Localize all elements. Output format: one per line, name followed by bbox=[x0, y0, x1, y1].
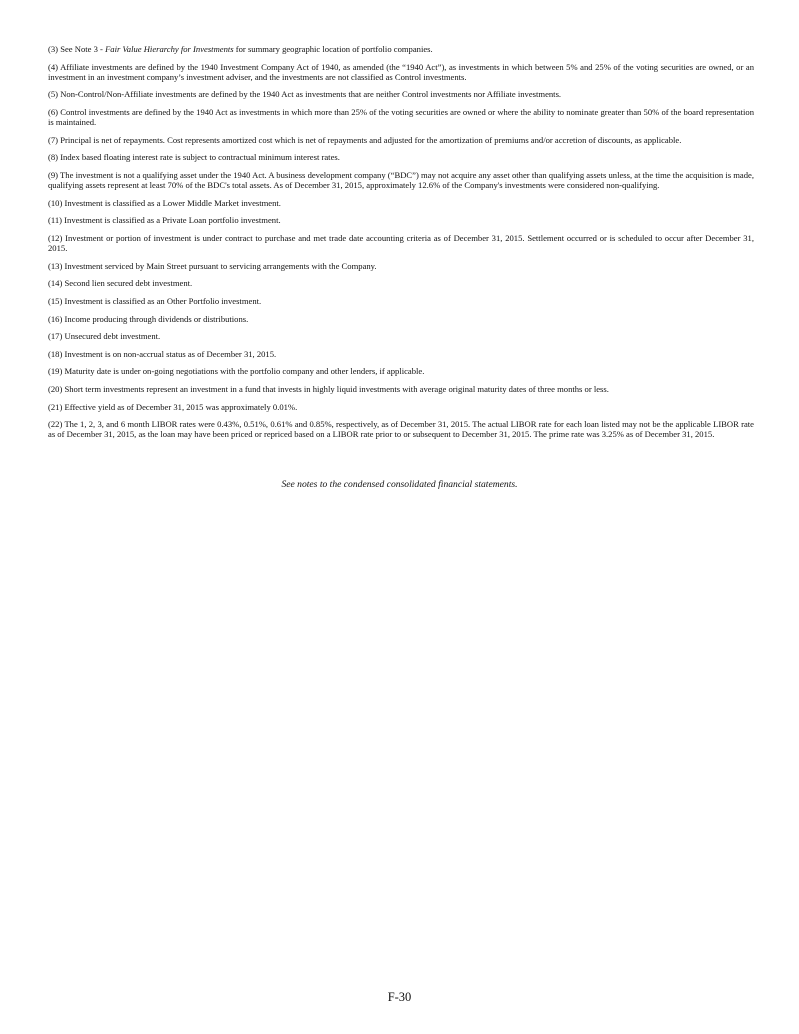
footnote-number: (9) bbox=[48, 169, 59, 180]
footnote-18 bbox=[48, 349, 754, 359]
see-notes-statement: See notes to the condensed consolidated financial statements. bbox=[281, 479, 518, 490]
footnote-16 bbox=[48, 314, 754, 324]
footnote-22 bbox=[48, 419, 754, 439]
footnote-text: Principal is net of repayments. Cost represents amortized cost which is net of repayments and adjusted for the amortization of premiums and/or accretion of discounts, as applicable. bbox=[60, 134, 682, 145]
footnote-12 bbox=[48, 233, 754, 253]
footnote-text: Income producing through dividends or distributions. bbox=[64, 313, 249, 324]
footnote-7 bbox=[48, 135, 754, 145]
footnote-text: The 1, 2, 3, and 6 month LIBOR rates were 0.43%, 0.51%, 0.61% and 0.85%, respectively, as of December 31, 2015. The actual LIBOR rate for each loan listed may not be the applicable LIBOR rate as of December 31, 2015, as the loan may have been priced or repriced based on a LIBOR rate prior to or subsequent to December 31, 2015. The prime rate was 3.25% as of December 31, 2015. bbox=[48, 419, 754, 440]
footnote-number: (11) bbox=[48, 215, 62, 226]
footnote-number: (5) bbox=[48, 89, 59, 100]
footnotes-list bbox=[48, 44, 754, 447]
footnote-number: (7) bbox=[48, 134, 59, 145]
footnote-number: (20) bbox=[48, 383, 63, 394]
footnote-text: Investment is classified as a Lower Middle Market investment. bbox=[64, 197, 281, 208]
footnote-13 bbox=[48, 261, 754, 271]
footnote-text: Investment is classified as a Private Loan portfolio investment. bbox=[64, 215, 281, 226]
footnote-italic-reference: Fair Value Hierarchy for Investments bbox=[105, 44, 234, 54]
footnote-5 bbox=[48, 89, 754, 99]
footnote-number: (13) bbox=[48, 260, 63, 271]
footnote-number: (4) bbox=[48, 61, 59, 72]
footnote-14 bbox=[48, 278, 754, 288]
footnote-number: (8) bbox=[48, 152, 59, 163]
footnote-text: Investment or portion of investment is under contract to purchase and met trade date accounting criteria as of December 31, 2015. Settlement occurred or is scheduled to occur after December 31, 2015. bbox=[48, 232, 755, 254]
footnote-19 bbox=[48, 366, 754, 376]
footnote-8 bbox=[48, 152, 754, 162]
footnote-9 bbox=[48, 170, 754, 190]
footnote-number: (3) bbox=[48, 44, 59, 54]
footnote-number: (6) bbox=[48, 106, 59, 117]
footnote-text: Effective yield as of December 31, 2015 was approximately 0.01%. bbox=[64, 401, 298, 412]
footnote-number: (15) bbox=[48, 295, 63, 306]
footnote-3 bbox=[48, 44, 754, 54]
footnote-text: Investment is on non-accrual status as of December 31, 2015. bbox=[64, 348, 277, 359]
footnote-text: for summary geographic location of portfolio companies. bbox=[233, 44, 433, 54]
footnote-20 bbox=[48, 384, 754, 394]
footnote-21 bbox=[48, 402, 754, 412]
footnote-text: Maturity date is under on-going negotiations with the portfolio company and other lenders, if applicable. bbox=[64, 366, 425, 377]
page-number: F-30 bbox=[387, 990, 412, 1004]
footnote-number: (17) bbox=[48, 331, 63, 342]
footnote-17 bbox=[48, 331, 754, 341]
footnote-number: (16) bbox=[48, 313, 63, 324]
footnote-number: (14) bbox=[48, 278, 63, 289]
footnote-15 bbox=[48, 296, 754, 306]
footnote-10 bbox=[48, 198, 754, 208]
footnote-text: See Note 3 - bbox=[60, 44, 106, 54]
footnote-6 bbox=[48, 107, 754, 127]
footnote-11 bbox=[48, 215, 754, 225]
footnote-text: Investment serviced by Main Street pursuant to servicing arrangements with the Company. bbox=[64, 260, 377, 271]
footnote-text: Short term investments represent an investment in a fund that invests in highly liquid investments with average original maturity dates of three months or less. bbox=[64, 383, 609, 394]
footnote-4 bbox=[48, 62, 754, 82]
footnote-number: (10) bbox=[48, 197, 63, 208]
footnote-number: (19) bbox=[48, 366, 63, 377]
footnote-number: (18) bbox=[48, 348, 63, 359]
footnote-text: Investment is classified as an Other Portfolio investment. bbox=[64, 295, 262, 306]
footnote-number: (22) bbox=[48, 419, 63, 430]
footnote-text: Second lien secured debt investment. bbox=[64, 278, 193, 289]
footnote-text: The investment is not a qualifying asset under the 1940 Act. A business development company (“BDC”) may not acquire any asset other than qualifying assets unless, at the time the acquisition is made, qualifying assets represent at least 70% of the BDC's total assets. As of December 31, 2015, approximately 12.6% of the Company's investments were considered non-qualifying. bbox=[48, 169, 754, 191]
footnote-text: Non-Control/Non-Affiliate investments are defined by the 1940 Act as investments that are neither Control investments nor Affiliate investments. bbox=[60, 89, 562, 100]
footnote-text: Affiliate investments are defined by the 1940 Investment Company Act of 1940, as amended (the “1940 Act”), as investments in which between 5% and 25% of the voting securities are owned, or an investment in an investment company’s investment adviser, and the investments are not classified as Control investments. bbox=[48, 61, 754, 82]
footnote-number: (21) bbox=[48, 401, 63, 412]
footnote-text: Index based floating interest rate is subject to contractual minimum interest rates. bbox=[60, 152, 340, 163]
footnote-text: Control investments are defined by the 1940 Act as investments in which more than 25% of the voting securities are owned or where the ability to nominate greater than 50% of the board representation is maintained. bbox=[48, 106, 754, 128]
footnote-text: Unsecured debt investment. bbox=[64, 331, 161, 342]
footnote-number: (12) bbox=[48, 232, 63, 243]
